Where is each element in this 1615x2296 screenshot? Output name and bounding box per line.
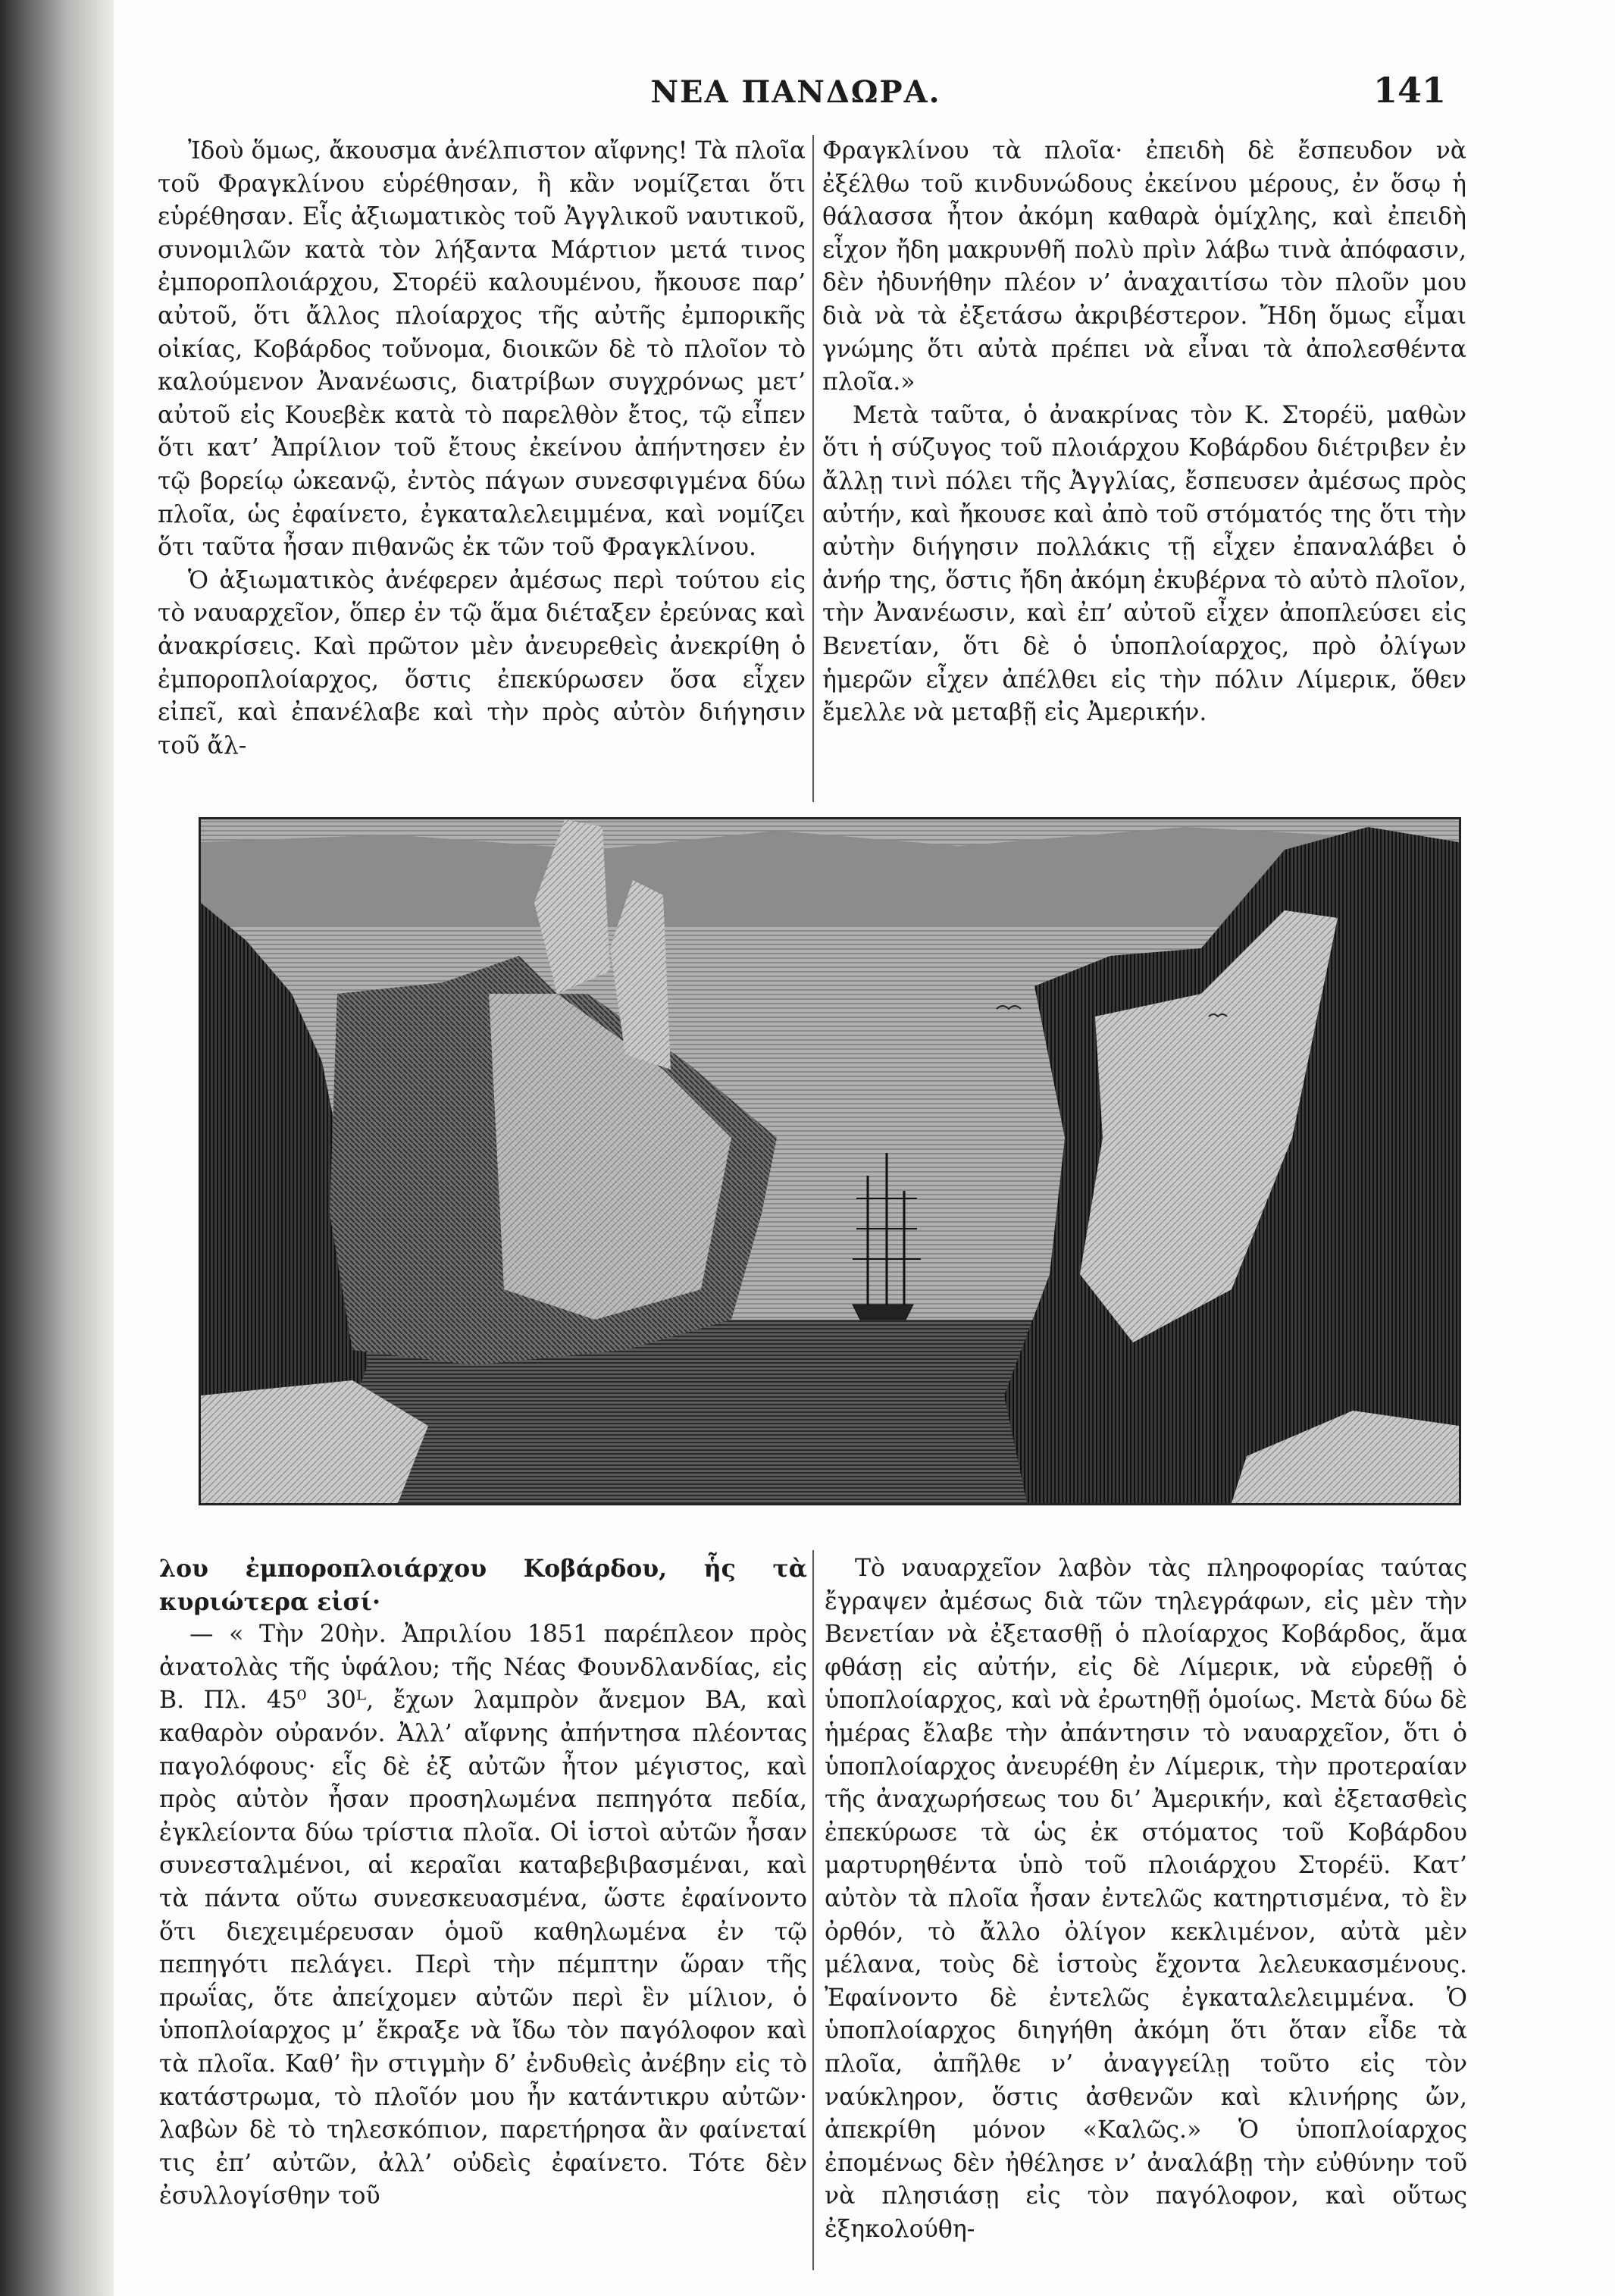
iceberg-engraving-illustration	[199, 817, 1461, 1505]
column-divider-bottom	[812, 1550, 814, 2270]
paragraph: λου ἐμποροπλοιάρχου Κοβάρδου, ἧς τὰ κυριώτερα εἰσί·	[159, 1555, 807, 1616]
column-divider-top	[812, 135, 814, 802]
text-column-bottom-right	[825, 1552, 1467, 2246]
paragraph: Φραγκλίνου τὰ πλοῖα· ἐπειδὴ δὲ ἔσπευδον νὰ ἐξέλθω τοῦ κινδυνώδους ἐκείνου μέρους, ἐν ὅσῳ ἡ θάλασσα ἦτον ἀκόμη καθαρὰ ὁμίχλης, καὶ ἐπειδὴ εἶχον ἤδη μακρυνθῆ πολὺ πρὶν λάβω τινὰ ἀπόφασιν, δὲν ἠδυνήθην πλέον ν’ ἀναχαιτίσω τὸν πλοῦν μου διὰ νὰ τὰ ἐξετάσω ἀκριβέστερον. Ἤδη ὅμως εἶμαι γνώμης ὅτι αὐτὰ πρέπει νὰ εἶναι τὰ ἀπολεσθέντα πλοῖα.»	[822, 137, 1466, 396]
text-column-bottom-left	[159, 1552, 807, 2213]
text-column-top-right	[822, 135, 1466, 730]
paragraph: Μετὰ ταῦτα, ὁ ἀνακρίνας τὸν Κ. Στορέϋ, μαθὼν ὅτι ἡ σύζυγος τοῦ πλοιάρχου Κοβάρδου διέτριβεν ἐν ἄλλῃ τινὶ πόλει τῆς Ἀγγλίας, ἔσπευσεν ἀμέσως πρὸς αὐτήν, καὶ ἤκουσε καὶ ἀπὸ τοῦ στόματός της ὅτι τὴν αὐτὴν διήγησιν πολλάκις τῇ εἶχεν ἐπαναλάβει ὁ ἀνήρ της, ὅστις ἤδη ἀκόμη ἐκυβέρνα τὸ αὐτὸ πλοῖον, τὴν Ἀνανέωσιν, καὶ ἐπ’ αὐτοῦ εἶχεν ἀποπλεύσει εἰς Βενετίαν, ὅτι δὲ ὁ ὑποπλοίαρχος, πρὸ ὀλίγων ἡμερῶν εἶχεν ἀπέλθει εἰς τὴν πόλιν Λίμερικ, ὅθεν ἔμελλε νὰ μεταβῇ εἰς Ἀμερικήν.	[822, 401, 1466, 727]
paragraph: Ἰδοὺ ὅμως, ἄκουσμα ἀνέλπιστον αἴφνης! Τὰ πλοῖα τοῦ Φραγκλίνου εὑρέθησαν, ἢ κἂν νομίζεται ὅτι εὑρέθησαν. Εἷς ἀξιωματικὸς τοῦ Ἀγγλικοῦ ναυτικοῦ, συνομιλῶν κατὰ τὸν λήξαντα Μάρτιον μετά τινος ἐμποροπλοιάρχου, Στορέϋ καλουμένου, ἤκουσε παρ’ αὐτοῦ, ὅτι ἄλλος πλοίαρχος τῆς αὐτῆς ἐμπορικῆς οἰκίας, Κοβάρδος τοὔνομα, διοικῶν δὲ τὸ πλοῖον τὸ καλούμενον Ἀνανέωσις, διατρίβων συγχρόνως μετ’ αὐτοῦ εἰς Κουεβὲκ κατὰ τὸ παρελθὸν ἔτος, τῷ εἶπεν ὅτι κατ’ Ἀπρίλιον τοῦ ἔτους ἐκείνου ἀπήντησεν ἐν τῷ βορείῳ ὠκεανῷ, ἐντὸς πάγων συνεσφιγμένα δύω πλοῖα, ὡς ἐφαίνετο, ἐγκαταλελειμμένα, καὶ νομίζει ὅτι ταῦτα ἦσαν πιθανῶς ἐκ τῶν τοῦ Φραγκλίνου.	[158, 137, 806, 562]
page-header	[152, 70, 1446, 120]
text-column-top-left	[158, 135, 806, 763]
paragraph: — « Τὴν 20ὴν. Ἀπριλίου 1851 παρέπλεον πρὸς ἀνατολὰς τῆς ὑφάλου; τῆς Νέας Φουνδλανδίας, εἰς Β. Πλ. 45⁰ 30ᴸ, ἔχων λαμπρὸν ἄνεμον ΒΑ, καὶ καθαρὸν οὐρανόν. Ἀλλ’ αἴφνης ἀπήντησα πλέοντας παγολόφους· εἷς δὲ ἐξ αὐτῶν ἦτον μέγιστος, καὶ πρὸς αὐτὸν ἦσαν προσηλωμένα πεπηγότα πεδία, ἐγκλείοντα δύω τρίστια πλοῖα. Οἱ ἱστοὶ αὐτῶν ἦσαν συνεσταλμένοι, αἱ κεραῖαι καταβεβιβασμέναι, καὶ τὰ πάντα οὕτω συνεσκευασμένα, ὥστε ἐφαίνοντο ὅτι διεχειμέρευσαν ὁμοῦ καθηλωμένα ἐν τῷ πεπηγότι πελάγει. Περὶ τὴν πέμπτην ὥραν τῆς πρωΐας, ὅτε ἀπείχομεν αὐτῶν περὶ ἓν μίλιον, ὁ ὑποπλοίαρχος μ’ ἔκραξε νὰ ἴδω τὸν παγόλοφον καὶ τὰ πλοῖα. Καθ’ ἣν στιγμὴν δ’ ἐνδυθεὶς ἀνέβην εἰς τὸ κατάστρωμα, τὸ πλοῖόν μου ἦν κατάντικρυ αὐτῶν· λαβὼν δὲ τὸ τηλεσκόπιον, παρετήρησα ἂν φαίνεταί τις ἐπ’ αὐτῶν, ἀλλ’ οὐδεὶς ἐφαίνετο. Τότε δὲν ἐσυλλογίσθην τοῦ	[159, 1621, 807, 2210]
iceberg-ship-icon	[201, 819, 1459, 1503]
paragraph: Τὸ ναυαρχεῖον λαβὸν τὰς πληροφορίας ταύτας ἔγραψεν ἀμέσως διὰ τῶν τηλεγράφων, εἰς μὲν τὴν Βενετίαν νὰ ἐξετασθῇ ὁ πλοίαρχος Κοβάρδος, ἅμα φθάσῃ εἰς αὐτήν, εἰς δὲ Λίμερικ, νὰ εὑρεθῇ ὁ ὑποπλοίαρχος, καὶ νὰ ἐρωτηθῇ ὁμοίως. Μετὰ δύω δὲ ἡμέρας ἔλαβε τὴν ἀπάντησιν τὸ ναυαρχεῖον, ὅτι ὁ ὑποπλοίαρχος ἀνευρέθη ἐν Λίμερικ, τὴν προτεραίαν τῆς ἀναχωρήσεως του δι’ Ἀμερικήν, καὶ ἐξετασθεὶς ἐπεκύρωσε τὰ ὡς ἐκ στόματος τοῦ Κοβάρδου μαρτυρηθέντα ὑπὸ τοῦ πλοιάρχου Στορέϋ. Κατ’ αὐτὸν τὰ πλοῖα ἦσαν ἐντελῶς κατηρτισμένα, τὸ ἓν ὀρθόν, τὸ ἄλλο ὀλίγον κεκλιμένον, αὐτὰ μὲν μέλανα, τοὺς δὲ ἱστοὺς ἔχοντα λελευκασμένους. Ἐφαίνοντο δὲ ἐντελῶς ἐγκαταλελειμμένα. Ὁ ὑποπλοίαρχος διηγήθη ἀκόμη ὅτι ὅταν εἶδε τὰ πλοῖα, ἀπῆλθε ν’ ἀναγγείλῃ τοῦτο εἰς τὸν ναύκληρον, ὅστις ἀσθενῶν καὶ κλινήρης ὤν, ἀπεκρίθη μόνον «Καλῶς.» Ὁ ὑποπλοίαρχος ἐπομένως δὲν ἠθέλησε ν’ ἀναλάβῃ τὴν εὐθύνην τοῦ νὰ πλησιάσῃ εἰς τὸν παγόλοφον, καὶ οὕτως ἐξηκολούθη-	[825, 1555, 1467, 2243]
running-title: ΝΕΑ ΠΑΝΔΩΡΑ.	[650, 74, 941, 110]
page-number: 141	[1372, 70, 1446, 111]
paragraph: Ὁ ἀξιωματικὸς ἀνέφερεν ἀμέσως περὶ τούτου εἰς τὸ ναυαρχεῖον, ὅπερ ἐν τῷ ἅμα διέταξεν ἐρεύνας καὶ ἀνακρίσεις. Καὶ πρῶτον μὲν ἀνευρεθεὶς ἀνεκρίθη ὁ ἐμποροπλοίαρχος, ὅστις ἐπεκύρωσεν ὅσα εἶχεν εἰπεῖ, καὶ ἐπανέλαβε καὶ τὴν πρὸς αὐτὸν διήγησιν τοῦ ἄλ-	[158, 566, 806, 760]
binding-gutter-shadow	[0, 0, 114, 2296]
